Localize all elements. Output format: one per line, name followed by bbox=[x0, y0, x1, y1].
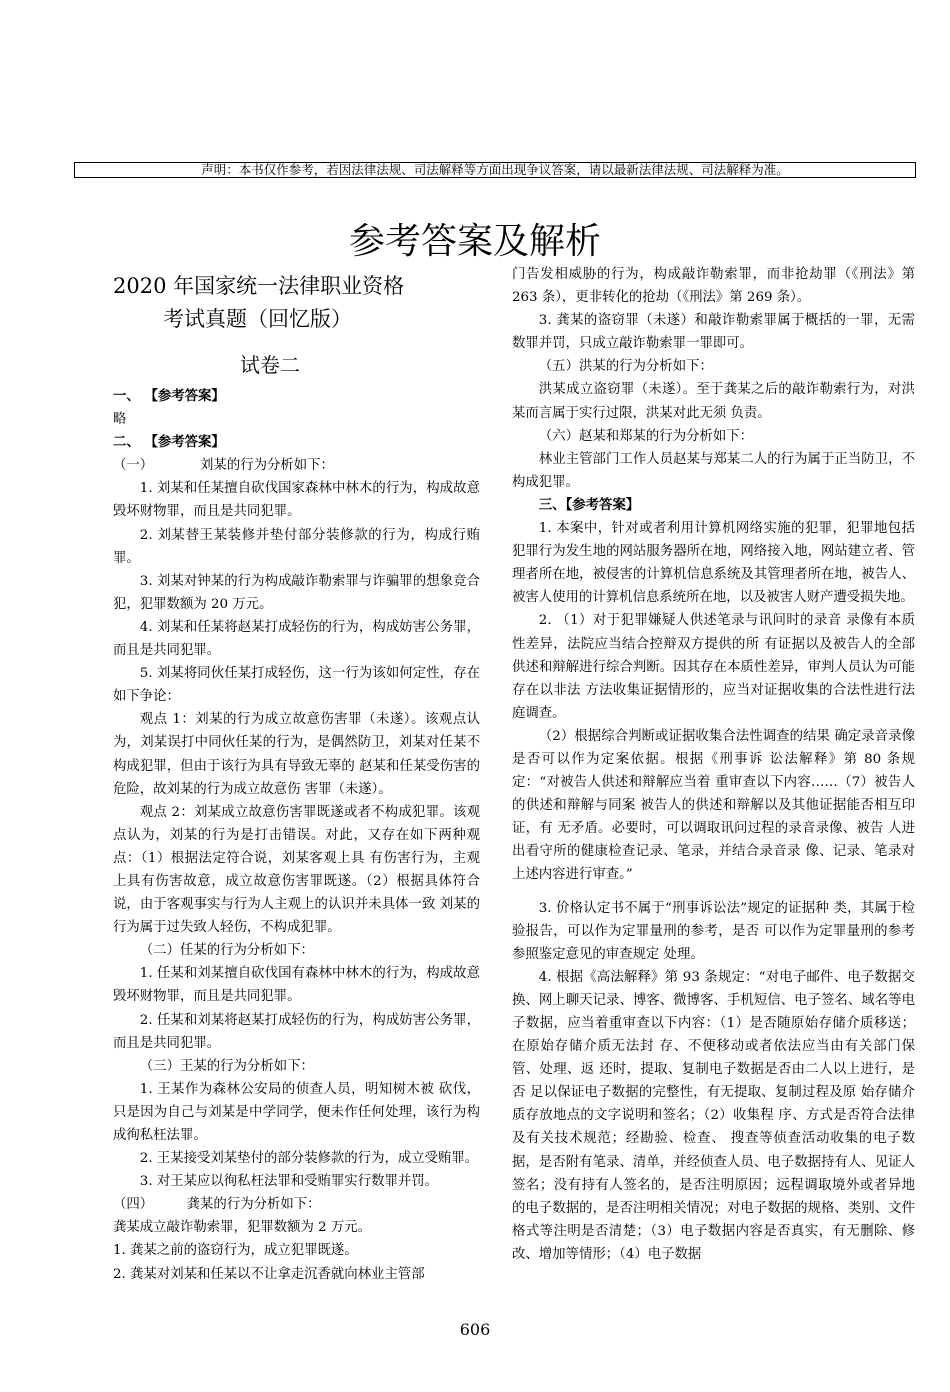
page-number: 606 bbox=[459, 1320, 491, 1339]
paragraph: 1. 龚某之前的盗窃行为，成立犯罪既遂。 bbox=[113, 1243, 358, 1259]
paragraph: 3. 刘某对钟某的行为构成敲诈勒索罪与诈骗罪的想象竞合犯，犯罪数额为 20 万元。 bbox=[113, 573, 480, 612]
paragraph: 观点 1：刘某的行为成立故意伤害罪（未遂）。该观点认为，刘某误打中同伙任某的行为，是偶然防卫，刘某对任某不构成犯罪，但由于该行为具有导致无辜的 赵某和任某受伤害的危险，故刘某的行为成立故意伤 害罪（未遂）。 bbox=[113, 712, 480, 797]
paragraph: 1. 刘某和任某擅自砍伐国家森林中林木的行为，构成故意毁坏财物罪，而且是共同犯罪。 bbox=[113, 481, 480, 520]
paragraph-gap bbox=[512, 887, 915, 897]
paragraph: 2. 刘某替王某装修并垫付部分装修款的行为，构成行贿罪。 bbox=[113, 527, 480, 566]
paragraph: 龚某成立敲诈勒索罪，犯罪数额为 2 万元。 bbox=[113, 1220, 372, 1236]
paragraph: 2. 王某接受刘某垫付的部分装修款的行为，成立受贿罪。 bbox=[139, 1151, 479, 1167]
paragraph: 2. 任某和刘某将赵某打成轻伤的行为，构成妨害公务罪，而且是共同犯罪。 bbox=[113, 1012, 480, 1051]
paragraph: 林业主管部门工作人员赵某与郑某二人的行为属于正当防卫，不构成犯罪。 bbox=[512, 451, 915, 490]
paragraph: 略 bbox=[113, 412, 127, 428]
paragraph: 1. 任某和刘某擅自砍伐国有森林中林木的行为，构成故意毁坏财物罪，而且是共同犯罪。 bbox=[113, 966, 480, 1005]
paragraph: 3. 价格认定书不属于“刑事诉讼法”规定的证据种 类，其属于检验报告，可以作为定罪量刑的参考，是否 可以作为定罪量刑的参考参照鉴定意见的审查规定 处理。 bbox=[512, 900, 915, 962]
paragraph: （二）任某的行为分析如下： bbox=[139, 943, 314, 959]
exam-title-line1: 2020 年国家统一法律职业资格 bbox=[113, 274, 405, 298]
page-title: 参考答案及解析 bbox=[348, 221, 601, 262]
paragraph: 4. 刘某和任某将赵某打成轻伤的行为，构成妨害公务罪，而且是共同犯罪。 bbox=[113, 619, 480, 659]
paragraph: 门告发相威胁的行为，构成敲诈勒索罪，而非抢劫罪（《刑法》第 263 条），更非转化的抢劫（《刑法》第 269 条）。 bbox=[512, 267, 915, 306]
exam-title-line2: 考试真题（回忆版） bbox=[163, 307, 352, 331]
paragraph: 2. （1）对于犯罪嫌疑人供述笔录与讯问时的录音 录像有本质性差异，法院应当结合控辩双方提供的所 有证据以及被告人的全部供述和辩解进行综合判断。因其存在本质性差异，审判人员认为可能存在以非法 方法收集证据情形的，应当对证据收集的合法性进行法庭调查。 bbox=[512, 613, 915, 721]
right-column bbox=[512, 263, 915, 1266]
paragraph: 观点 2：刘某成立故意伤害罪既遂或者不构成犯罪。该观点认为，刘某的行为是打击错误。对此，又存在如下两种观点：（1）根据法定符合说，刘某客观上具 有伤害行为，主观上具有伤害故意，成立故意伤害罪既遂。（2）根据具体符合说，由于客观事实与行为人主观上的认识并未具体一致 刘某的行为属于过失致人轻伤，不构成犯罪。 bbox=[113, 804, 480, 936]
paragraph: （一） 刘某的行为分析如下： bbox=[113, 458, 334, 474]
paragraph: 3. 龚某的盗窃罪（未遂）和敲诈勒索罪属于概括的一罪，无需数罪并罚，只成立敲诈勒索罪一罪即可。 bbox=[512, 313, 915, 352]
paragraph: （三）王某的行为分析如下： bbox=[139, 1058, 314, 1074]
paragraph: 洪某成立盗窃罪（未遂）。至于龚某之后的敲诈勒索行为，对洪某而言属于实行过限，洪某对此无须 负责。 bbox=[512, 382, 915, 421]
paragraph: 1. 本案中，针对或者利用计算机网络实施的犯罪，犯罪地包括犯罪行为发生地的网站服务器所在地，网络接入地，网站建立者、管理者所在地，被侵害的计算机信息系统及其管理者所在地，被告人、被害人使用的计算机信息系统所在地，以及被害人财产遭受损失地。 bbox=[512, 521, 915, 606]
section-heading: 一、 【参考答案】 bbox=[113, 388, 225, 404]
paragraph: 1. 王某作为森林公安局的侦查人员，明知树木被 砍伐，只是因为自己与刘某是中学同学，便未作任何处理，该行为构成徇私枉法罪。 bbox=[113, 1081, 480, 1143]
left-column bbox=[113, 385, 480, 1286]
paragraph: 5. 刘某将同伙任某打成轻伤，这一行为该如何定性，存在如下争论： bbox=[113, 666, 480, 705]
paper-title: 试卷二 bbox=[240, 353, 300, 377]
section-heading: 三、【参考答案】 bbox=[538, 496, 640, 513]
section-heading: 二、 【参考答案】 bbox=[113, 434, 225, 451]
disclaimer-notice: 声明：本书仅作参考，若因法律法规、司法解释等方面出现争议答案，请以最新法律法规、司法解释为准。 bbox=[74, 162, 916, 178]
paragraph: 2. 龚某对刘某和任某以不让拿走沉香就向林业主管部 bbox=[113, 1266, 425, 1282]
paragraph: 4. 根据《高法解释》第 93 条规定：“对电子邮件、电子数据交换、网上聊天记录、博客、微博客、手机短信、电子签名、域名等电子数据，应当着重审查以下内容：（1）是否随原始存储介质移送；在原始存储介质无法封 存、不便移动或者依法应当由有关部门保管、处理、返 还时，提取、复制电子数据是否由二人以上进行，是否 足以保证电子数据的完整性，有无提取、复制过程及原 始存储介质存放地点的文字说明和签名；（2）收集程 序、方式是否符合法律及有关技术规范；经勘验、检查、 搜查等侦查活动收集的电子数据，是否附有笔录、清单，并经侦查人员、电子数据持有人、见证人签名；没有持有人签名的，是否注明原因；远程调取境外或者异地 的电子数据的，是否注明相关情况；对电子数据的规格、类别、文件格式等注明是否清楚；（3）电子数据内容是否真实，有无删除、修改、增加等情形；（4）电子数据 bbox=[512, 969, 915, 1262]
paragraph: （六）赵某和郑某的行为分析如下： bbox=[538, 428, 754, 444]
paragraph: （四） 龚某的行为分析如下： bbox=[113, 1197, 321, 1213]
paragraph: 3. 对王某应以徇私枉法罪和受贿罪实行数罪并罚。 bbox=[139, 1174, 439, 1190]
paragraph: （五）洪某的行为分析如下： bbox=[538, 359, 713, 375]
paragraph: （2）根据综合判断或证据收集合法性调查的结果 确定录音录像是否可以作为定案依据。根据《刑事诉 讼法解释》第 80 条规定：“对被告人供述和辩解应当着 重审查以下内容……（7）被告人的供述和辩解与同案 被告人的供述和辩解以及其他证据能否相互印证，有 无矛盾。必要时，可以调取讯问过程的录音录像、被告 人进出看守所的健康检查记录、笔录，并结合录音录 像、记录、笔录对上述内容进行审查。” bbox=[512, 728, 915, 883]
